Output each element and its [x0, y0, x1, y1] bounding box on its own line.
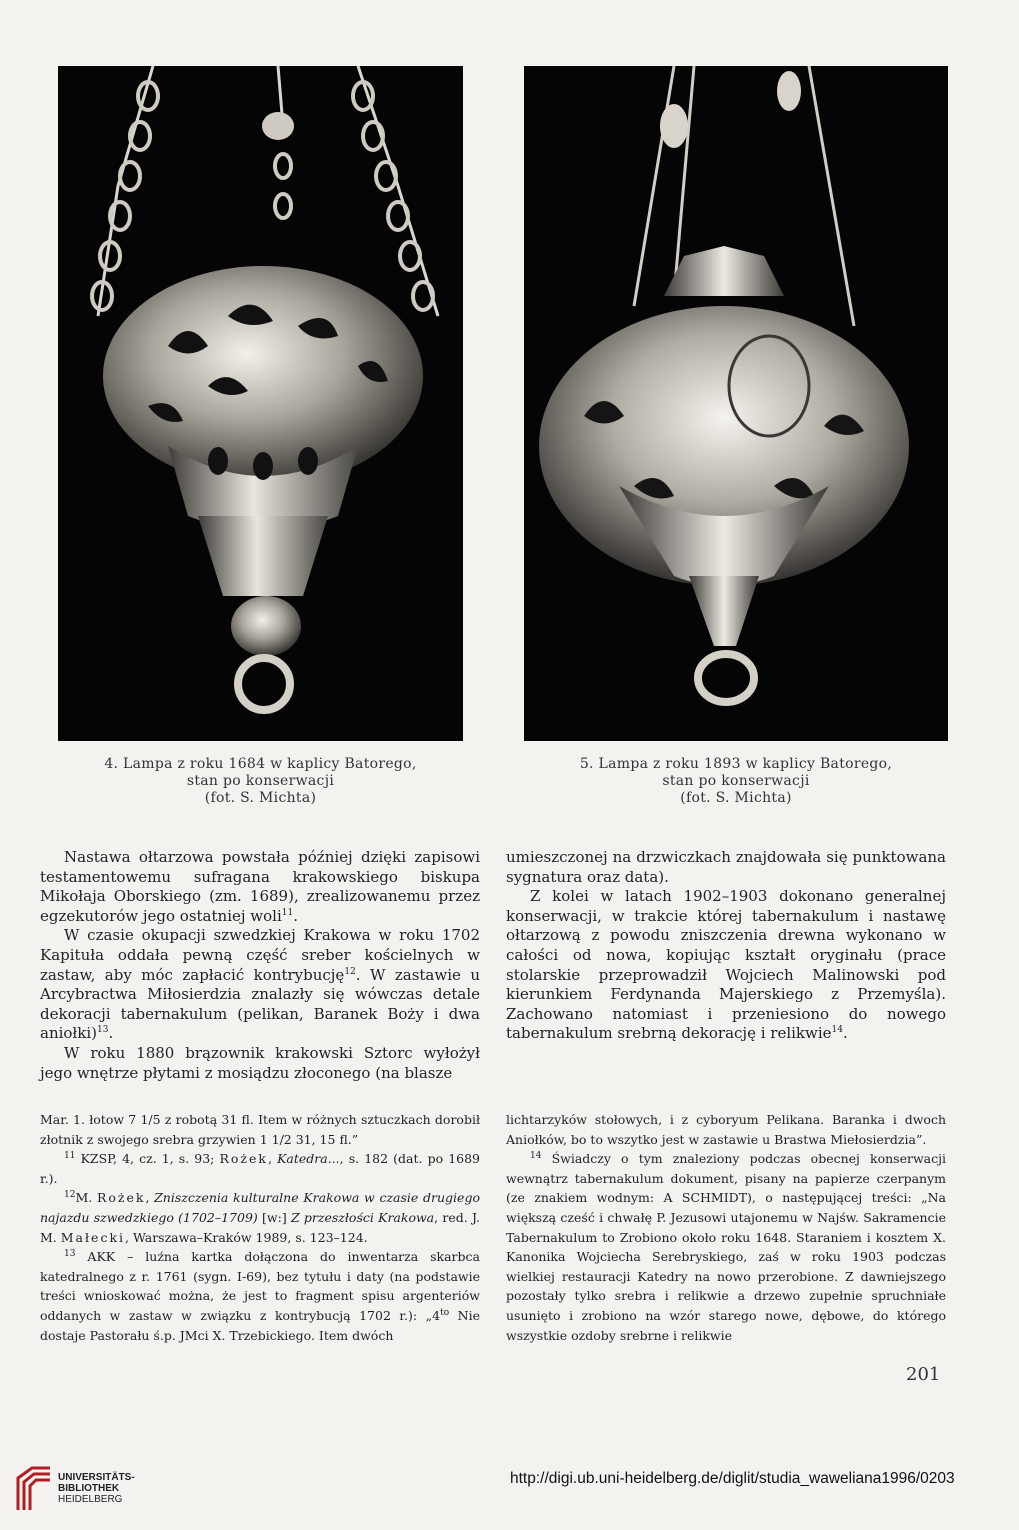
footnote-11	[40, 1149, 480, 1188]
footnote-number: 13	[64, 1249, 76, 1259]
footnote-title: Zniszczenia kulturalne Krakowa w czasie drugiego najazdu szwedzkiego (1702–1709)	[40, 1190, 480, 1225]
library-name	[58, 1472, 135, 1505]
caption-figure-5	[524, 756, 948, 807]
caption-line: (fot. S. Michta)	[204, 790, 317, 806]
footnote-text: Świadczy o tym znaleziony podczas obecnej konserwacji wewnątrz tabernakulum dokument, pisany na papierze czerpanym (ze znakiem wodnym: A SCHMIDT), o następującej treści: „Na większą cześć i chwałę P. Jezusowi utajonemu w Najśw. Sakramencie Tabernakulum to Zrobiono około roku 1648. Staraniem i kosztem X. Kanonika Wojciecha Serebryskiego, zaś w roku 1903 podczas wielkiej restauracji Katedry na nowo przerobione. Z dawniejszego pozostały tylko srebra i relikwie a drzewo zupełnie spruchniałe usunięto i zrobiono na wzór starego nowe, dębowe, do którego wszystkie ozdoby srebrne i relikwie	[506, 1151, 946, 1343]
caption-line: stan po konserwacji	[186, 773, 335, 789]
footnote-text: ,	[268, 1151, 278, 1167]
footnote-title: Katedra...	[277, 1151, 340, 1167]
logo-line: UNIVERSITÄTS-	[58, 1472, 135, 1483]
paragraph-text: Z kolei w latach 1902–1903 dokonano generalnej konserwacji, w trakcie której tabernakulum i nastawę ołtarzową z powodu zniszczenia drewna wykonano w całości od nowa, kopiując kształt oryginału (prace stolarskie przeprowadził Wojciech Malinowski pod kierunkiem Ferdynanda Majerskiego z Przemyśla). Zachowano natomiast i przeniesiono do nowego tabernakulum srebrną dekorację i relikwie	[506, 887, 946, 1043]
logo-line: BIBLIOTHEK	[58, 1483, 120, 1494]
paragraph-tail: .	[843, 1024, 848, 1043]
source-url-link[interactable]: http://digi.ub.uni-heidelberg.de/diglit/studia_waweliana1996/0203	[510, 1470, 955, 1487]
body-column-left	[40, 848, 480, 1083]
footnote-14	[506, 1149, 946, 1345]
footnote-continuation: lichtarzyków stołowych, i z cyboryum Pelikana. Baranka i dwoch Aniołków, bo to wszytko jest w zastawie u Brastwa Miełosierdzia”.	[506, 1112, 946, 1147]
paragraph: W roku 1880 brązownik krakowski Sztorc wyłożył jego wnętrze płytami z mosiądzu złoconego (na blasze	[40, 1043, 480, 1082]
footnote-number: 14	[530, 1151, 542, 1162]
footnote-text: , Warszawa–Kraków 1989, s. 123–124.	[125, 1229, 368, 1245]
footnote-author: Rożek	[219, 1151, 268, 1167]
footnote-author: Rożek	[96, 1190, 146, 1206]
footnote-text: , s. 182 (dat. po 1689 r.).	[40, 1151, 481, 1186]
paragraph: umieszczonej na drzwiczkach znajdowała się punktowana sygnatura oraz data).	[506, 848, 946, 886]
paragraph	[40, 848, 480, 926]
caption-line: 5. Lampa z roku 1893 w kaplicy Batorego,	[579, 756, 893, 772]
lamp-1684-image	[58, 66, 463, 741]
library-emblem-icon	[14, 1464, 54, 1514]
footnotes-left	[40, 1110, 480, 1345]
footnote-author: Małecki	[60, 1229, 126, 1245]
footnote-ref: 11	[281, 907, 294, 918]
paragraph-tail: . W zastawie u Arcybractwa Miłosierdzia znalazły się wówczas detale dekoracji tabernakulum (pelikan, Baranek Boży i dwa aniołki)	[40, 965, 480, 1043]
footnote-text: KZSP, 4, cz. 1, s. 93;	[80, 1151, 220, 1167]
footnote-text: ,	[145, 1190, 155, 1206]
footnote-text: [w:]	[257, 1209, 291, 1225]
footnote-text: , red. J. M.	[40, 1209, 480, 1245]
paragraph	[40, 926, 480, 1044]
paragraph	[506, 887, 946, 1044]
caption-line: (fot. S. Michta)	[680, 790, 792, 806]
footnote-text: M.	[75, 1190, 97, 1206]
footnote-continuation: Mar. 1. łotow 7 1/5 z robotą 31 fl. Item w różnych sztuczkach dorobił złotnik z swojego srebra grzywien 1 1/2 31, 15 fl.”	[40, 1112, 480, 1147]
footnote-title: Z przeszłości Krakowa	[290, 1209, 435, 1225]
footnote-12	[40, 1188, 480, 1247]
paragraph-text: W czasie okupacji szwedzkiej Krakowa w roku 1702 Kapituła oddała pewną część sreber kościelnych w zastaw, aby móc zapłacić kontrybucję	[40, 926, 480, 984]
footnote-text: Nie dostaje Pastorału ś.p. JMci X. Trzebickiego. Item dwóch	[40, 1307, 480, 1343]
caption-figure-4	[58, 756, 463, 807]
photo-lamp-1893	[524, 66, 948, 741]
footnotes-right	[506, 1110, 946, 1345]
paragraph-tail: .	[108, 1024, 114, 1043]
photo-lamp-1684	[58, 66, 463, 741]
footnote-text: AKK – luźna kartka dołączona do inwentarza skarbca katedralnego z r. 1761 (sygn. I-69), bez tytułu i daty (na podstawie treści wnioskować można, że jest to fragment spisu argenteriów oddanych w zastaw w związku z kontrybucją 1702 r.): „4	[40, 1249, 480, 1323]
caption-line: stan po konserwacji	[662, 773, 810, 789]
lamp-1893-image	[524, 66, 948, 741]
paragraph-tail: .	[293, 906, 298, 925]
library-logo[interactable]	[14, 1462, 164, 1522]
footnote-superscript: to	[440, 1307, 450, 1318]
footnote-13	[40, 1247, 480, 1345]
footnote-ref: 12	[344, 966, 356, 977]
body-column-right	[506, 848, 946, 1044]
footnote-ref: 13	[97, 1025, 109, 1036]
caption-line: 4. Lampa z roku 1684 w kaplicy Batorego,	[104, 756, 417, 772]
paragraph-text: Nastawa ołtarzowa powstała później dzięki zapisowi testamentowemu sufragana krakowskiego biskupa Mikołaja Oborskiego (zm. 1689), zrealizowanemu przez egzekutorów jego ostatniej woli	[40, 848, 480, 925]
footnote-number: 11	[64, 1151, 76, 1162]
logo-line: HEIDELBERG	[58, 1494, 123, 1505]
footnote-ref: 14	[831, 1025, 843, 1036]
page-number: 201	[906, 1364, 941, 1385]
footnote-number: 12	[64, 1190, 76, 1201]
